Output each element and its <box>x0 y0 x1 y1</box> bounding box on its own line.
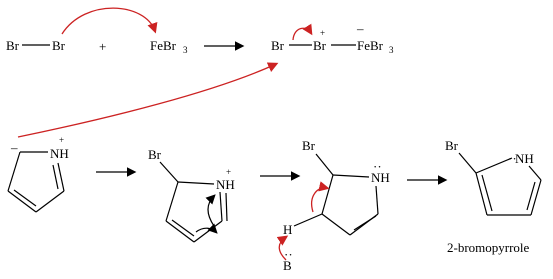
red-arrow-pyrrole-attack <box>18 64 276 137</box>
pyrrole-nh-label: NH <box>50 146 69 161</box>
intermediate-br-label: Br <box>302 138 315 153</box>
febr3-label: FeBr <box>150 38 176 53</box>
product-bond-c4c5 <box>531 180 541 215</box>
br2-right-label: Br <box>52 38 65 53</box>
plus-sign: + <box>99 39 107 54</box>
intermediate-bond-c3c4 <box>322 214 350 235</box>
intermediate-bond-c2c3 <box>322 175 333 214</box>
complex-br-left: Br <box>271 38 284 53</box>
sigma-bond-c2n <box>178 182 214 184</box>
bromine-complex <box>271 21 394 55</box>
pyrrole-double-c5n <box>53 165 58 189</box>
intermediate <box>279 138 390 273</box>
product-double-c2c3 <box>482 175 492 211</box>
complex-febr3-sub: 3 <box>389 45 394 55</box>
sigma-complex <box>148 147 235 242</box>
pyrrole-bond-c2c3 <box>8 152 20 191</box>
sigma-br-label: Br <box>148 147 161 162</box>
complex-br-plus: + <box>320 28 326 38</box>
sigma-arrow-ring-1 <box>208 196 214 226</box>
product-bond-c2n <box>476 158 512 173</box>
sigma-n-plus: + <box>226 167 232 177</box>
product-bond-c2c3 <box>476 173 487 215</box>
product-bond-c5n <box>529 166 541 180</box>
sigma-bond-c4c5 <box>194 221 222 242</box>
red-arrow-bond-shift <box>293 28 311 40</box>
complex-br-mid: Br <box>313 38 326 53</box>
sigma-bond-c3c4 <box>166 221 194 242</box>
sigma-nh-label: NH <box>216 177 235 192</box>
intermediate-nh-label: NH <box>371 170 390 185</box>
febr3-reagent <box>150 38 188 55</box>
red-arrow-bond-to-fe <box>62 8 155 34</box>
br2-left-label: Br <box>6 38 19 53</box>
pyrrole-bond-c5n <box>58 163 64 191</box>
complex-fe-minus: – <box>357 21 364 36</box>
sigma-double-c5n <box>226 193 227 221</box>
pyrrole-n-plus: + <box>59 135 65 145</box>
intermediate-bond-c2n <box>333 175 369 177</box>
product-bond-br-c <box>459 153 476 173</box>
sigma-arrow-ring-2 <box>196 228 216 232</box>
sigma-bond-br-c <box>160 162 178 182</box>
sigma-bond-c2c3 <box>166 182 178 221</box>
product-2-bromopyrrole <box>445 138 541 255</box>
product-nh-label: NH <box>515 151 534 166</box>
febr3-subscript: 3 <box>183 45 188 55</box>
product-lone-pair: ·· <box>508 151 517 166</box>
red-arrow-ch-bond <box>312 188 327 212</box>
intermediate-h-label: H <box>283 222 293 237</box>
intermediate-bond-c5n <box>376 186 378 214</box>
product-br-label: Br <box>445 138 458 153</box>
complex-febr3: FeBr <box>357 38 383 53</box>
br2-molecule <box>6 38 66 53</box>
intermediate-bond-h-c <box>294 214 322 226</box>
intermediate-bond-br-c <box>316 154 333 175</box>
base-lone-pair: ·· <box>284 247 293 262</box>
sigma-bond-c5n <box>220 192 222 221</box>
pyrrole-bond-c4c5 <box>36 191 64 212</box>
product-name-label: 2-bromopyrrole <box>447 240 530 255</box>
intermediate-double-c4c5 <box>354 216 376 230</box>
base-label: B <box>283 258 292 273</box>
pyrrole-bond-c3c4 <box>8 191 36 212</box>
intermediate-lone-pair: ·· <box>373 159 382 174</box>
pyrrole-zwitterion <box>8 135 69 212</box>
pyrrole-c-minus: – <box>11 140 18 155</box>
